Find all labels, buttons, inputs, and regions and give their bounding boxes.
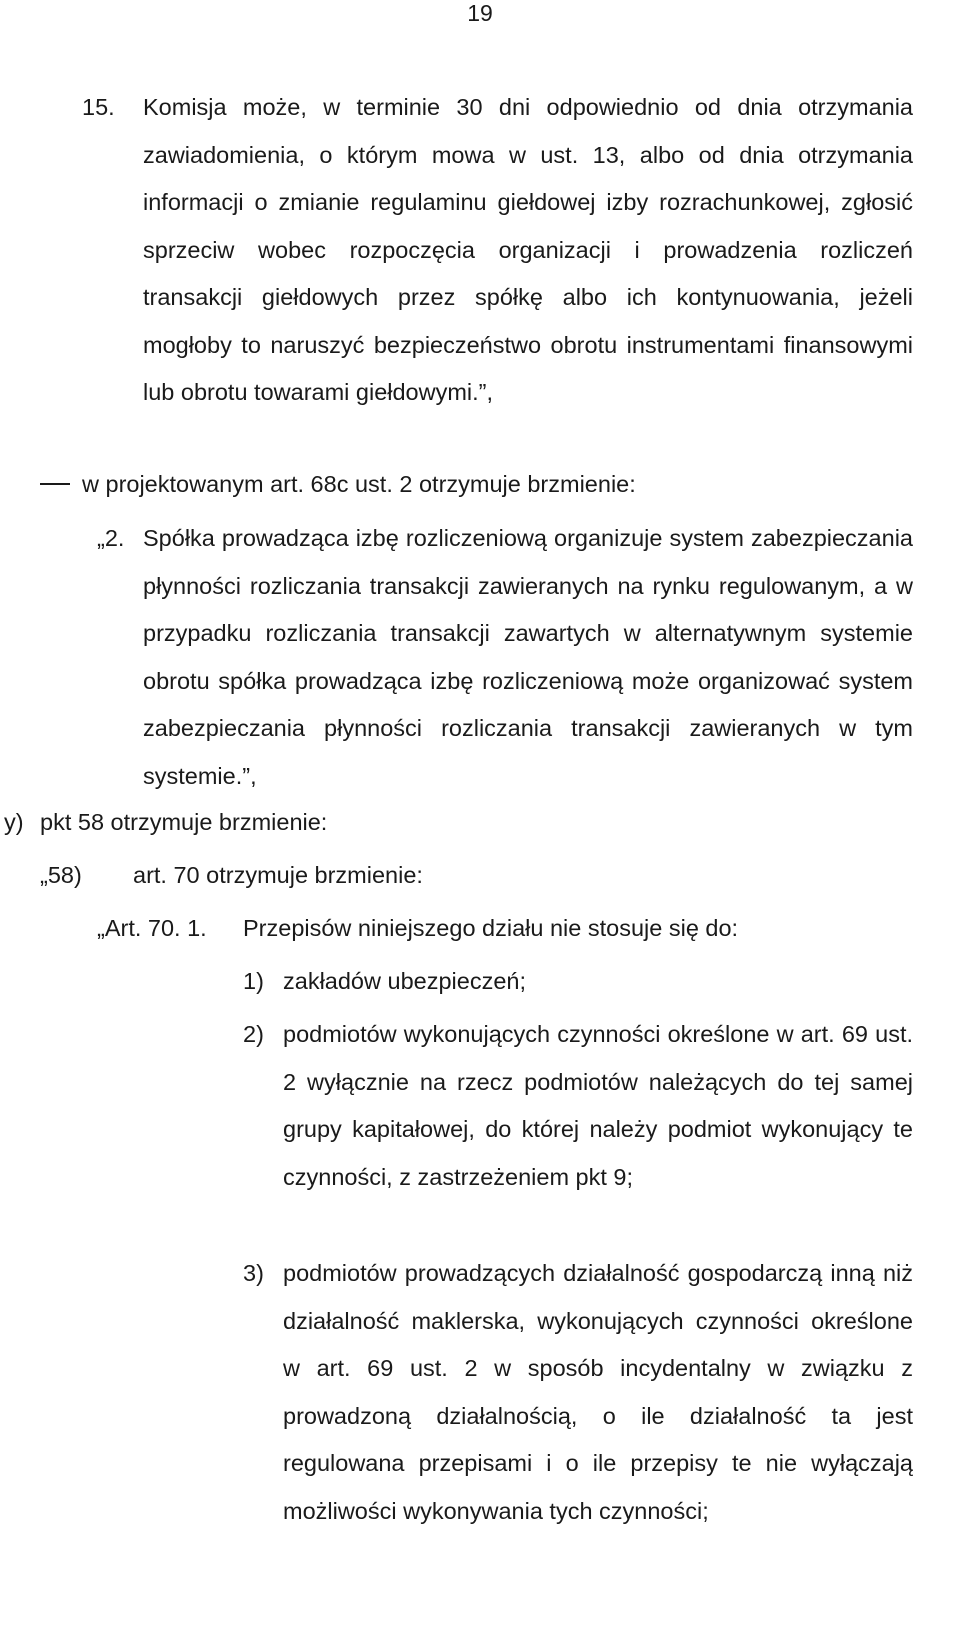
page-number: 19 — [467, 0, 493, 26]
list-item-3-text: podmiotów prowadzących działalność gospodarczą inną niż działalność maklerska, wykonujących czynności określone w art. 69 ust. 2 w sposób incydentalny w związku z prowadzoną działalnością, o ile działalność ta jest regulowana przepisami i o ile przepisy te nie wyłączają możliwości wykonywania tych czynności; — [283, 1260, 913, 1524]
item-15-number: 15. — [82, 94, 115, 120]
dash-bullet — [40, 483, 70, 485]
quote-2-text: Spółka prowadząca izbę rozliczeniową organizuje system zabezpieczania płynności rozliczania transakcji zawieranych na rynku regulowanym, a w przypadku rozliczania transakcji zawartych w alternatywnym systemie obrotu spółka prowadząca izbę rozliczeniową może organizować system zabezpieczania płynności rozliczania transakcji zawieranych w tym systemie.”, — [143, 525, 913, 789]
list-item-2-number: 2) — [243, 1021, 264, 1047]
list-item-3-number: 3) — [243, 1260, 264, 1286]
list-item-1-text: zakładów ubezpieczeń; — [283, 968, 526, 994]
art-70-number: „Art. 70. 1. — [97, 915, 207, 941]
item-58-text: art. 70 otrzymuje brzmienie: — [133, 862, 423, 888]
art-70-text: Przepisów niniejszego działu nie stosuje się do: — [243, 915, 739, 941]
dash-item-text: w projektowanym art. 68c ust. 2 otrzymuje brzmienie: — [82, 471, 636, 497]
list-item-2-text: podmiotów wykonujących czynności określone w art. 69 ust. 2 wyłącznie na rzecz podmiotów należących do tej samej grupy kapitałowej, do której należy podmiot wykonujący te czynności, z zastrzeżeniem pkt 9; — [283, 1021, 913, 1190]
item-58-number: „58) — [40, 862, 82, 888]
item-15-text: Komisja może, w terminie 30 dni odpowiednio od dnia otrzymania zawiadomienia, o którym mowa w ust. 13, albo od dnia otrzymania informacji o zmianie regulaminu giełdowej izby rozrachunkowej, zgłosić sprzeciw wobec rozpoczęcia organizacji i prowadzenia rozliczeń transakcji giełdowych przez spółkę albo ich kontynuowania, jeżeli mogłoby to naruszyć bezpieczeństwo obrotu instrumentami finansowymi lub obrotu towarami giełdowymi.”, — [143, 94, 913, 405]
item-y-number: y) — [4, 809, 24, 835]
quote-2-number: „2. — [97, 525, 125, 551]
item-y-text: pkt 58 otrzymuje brzmienie: — [40, 809, 328, 835]
list-item-1-number: 1) — [243, 968, 264, 994]
